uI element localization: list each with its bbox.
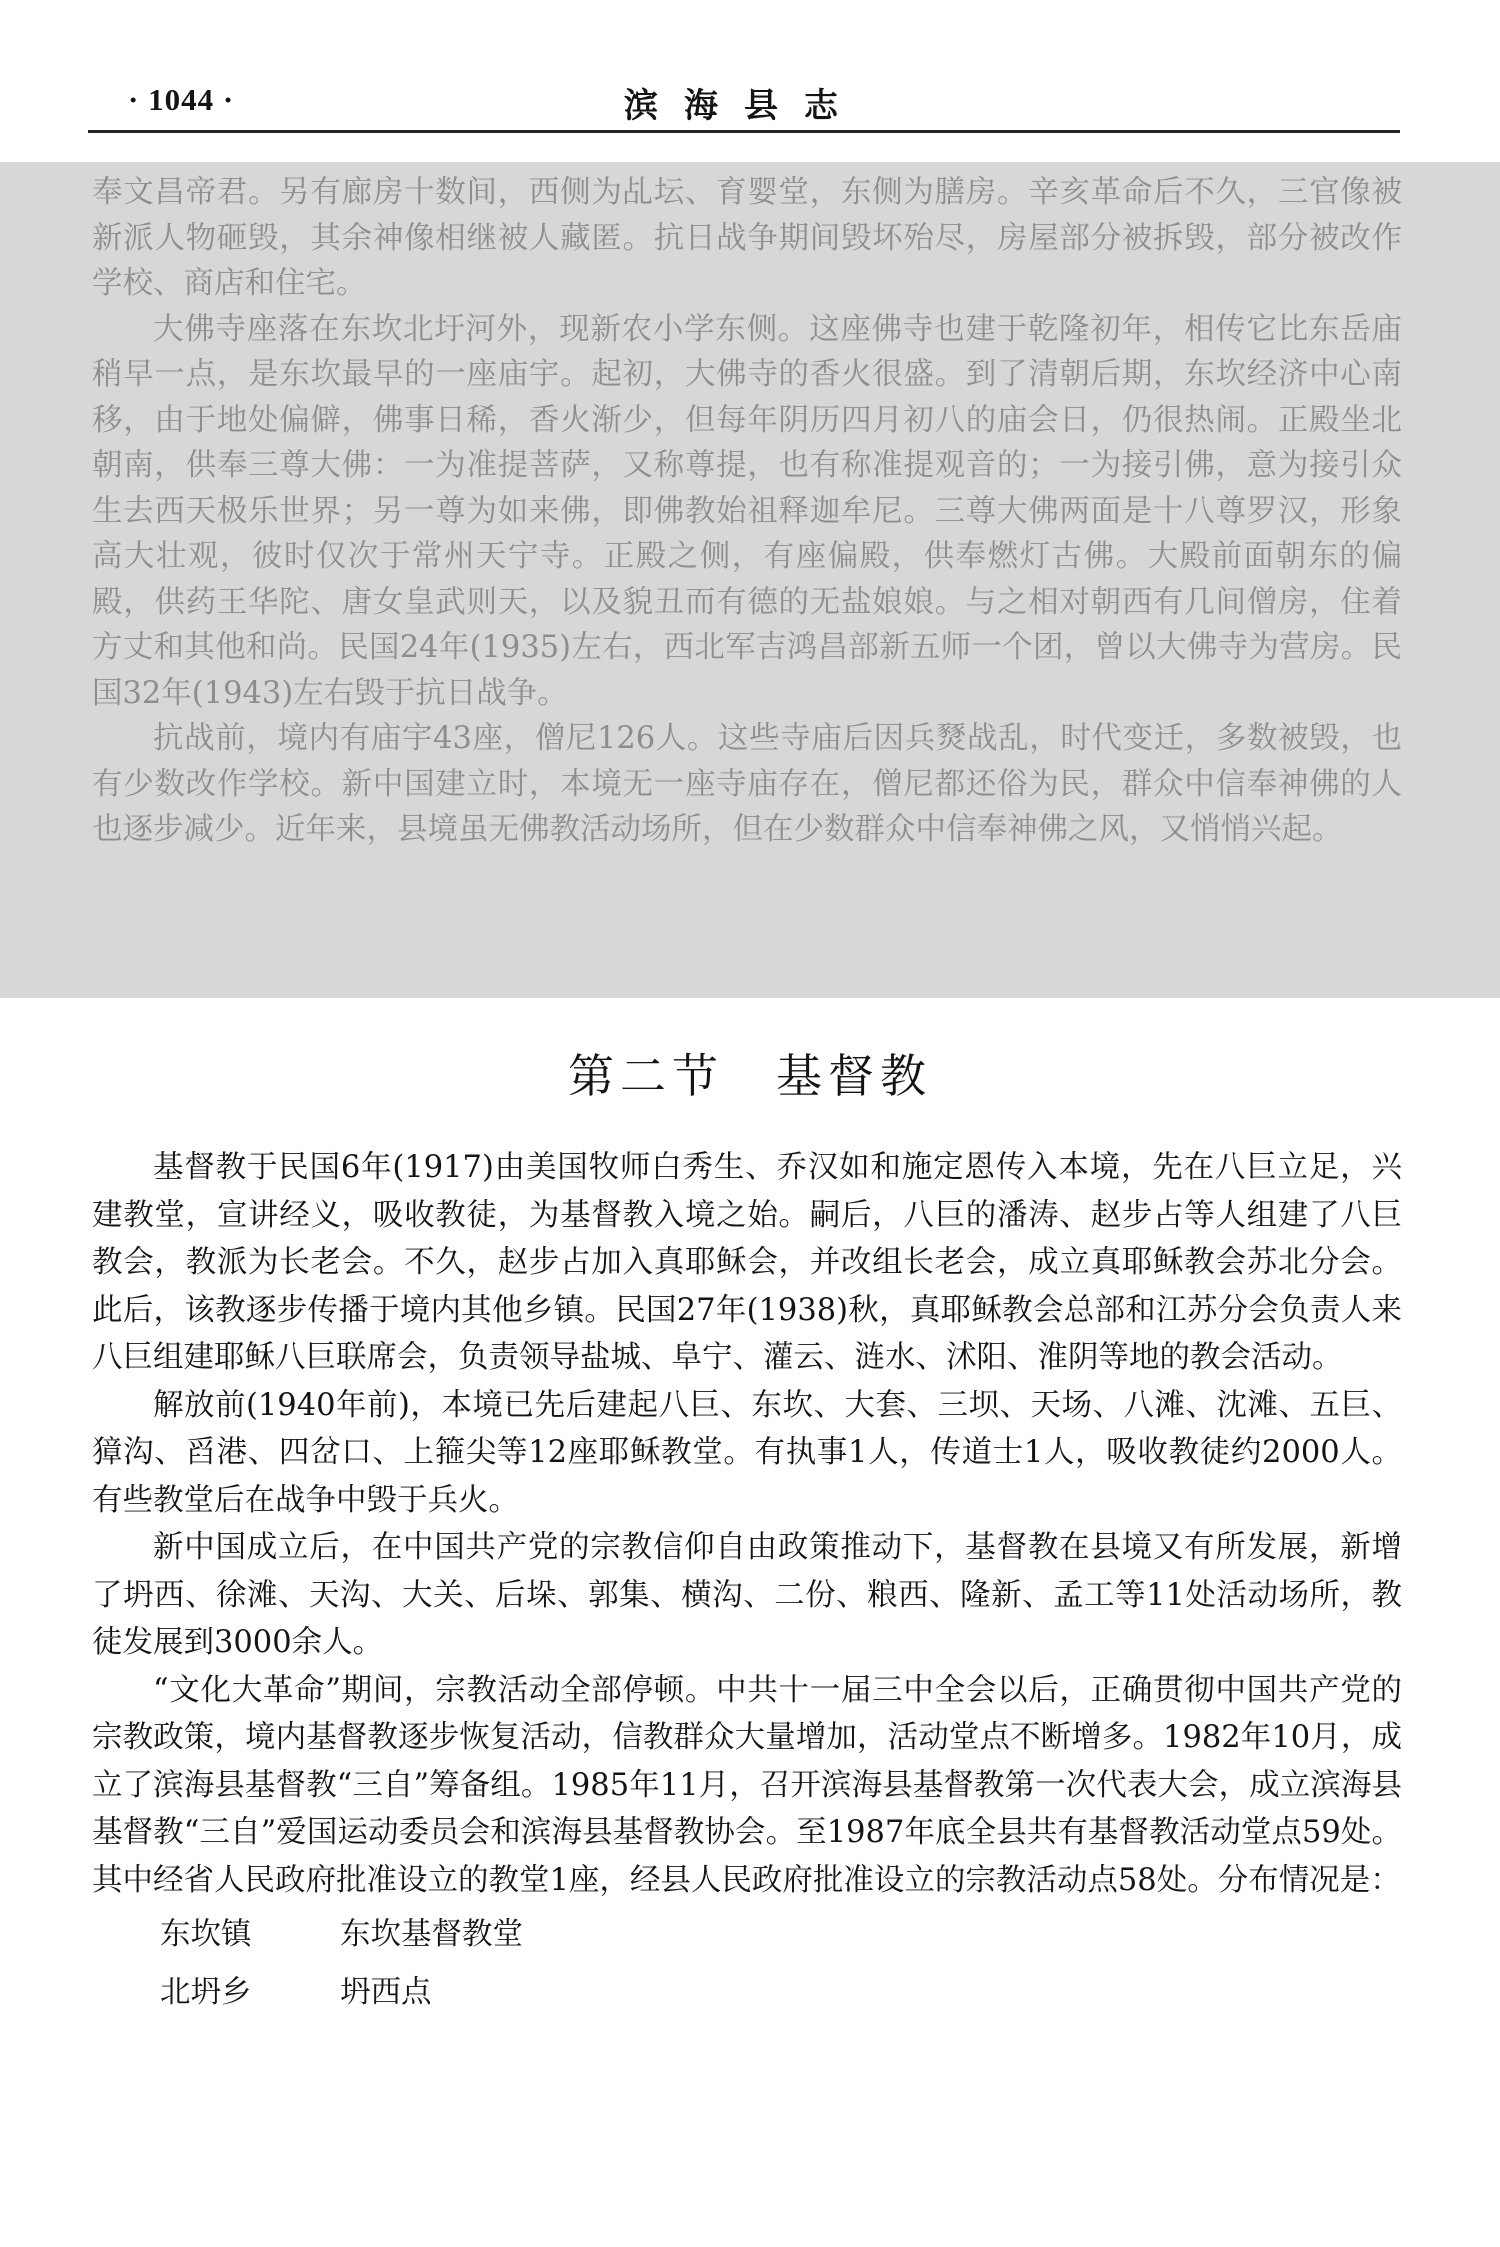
- town-name: 北坍乡: [160, 1975, 252, 2011]
- paragraph: 奉文昌帝君。另有廊房十数间，西侧为乩坛、育婴堂，东侧为膳房。辛亥革命后不久，三官像被新派人物砸毁，其余神像相继被人藏匿。抗日战争期间毁坏殆尽，房屋部分被拆毁，部分被改作学校、商店和住宅。: [92, 175, 1402, 301]
- site-name: 东坎基督教堂: [340, 1917, 523, 1953]
- paragraph: 大佛寺座落在东坎北圩河外，现新农小学东侧。这座佛寺也建于乾隆初年，相传它比东岳庙稍早一点，是东坎最早的一座庙宇。起初，大佛寺的香火很盛。到了清朝后期，东坎经济中心南移，由于地处偏僻，佛事日稀，香火渐少，但每年阴历四月初八的庙会日，仍很热闹。正殿坐北朝南，供奉三尊大佛：一为准提菩萨，又称尊提，也有称准提观音的；一为接引佛，意为接引众生去西天极乐世界；另一尊为如来佛，即佛教始祖释迦牟尼。三尊大佛两面是十八尊罗汉，形象高大壮观，彼时仅次于常州天宁寺。正殿之侧，有座偏殿，供奉燃灯古佛。大殿前面朝东的偏殿，供药王华陀、唐女皇武则天，以及貌丑而有德的无盐娘娘。与之相对朝西有几间僧房，住着方丈和其他和尚。民国24年(1935)左右，西北军吉鸿昌部新五师一个团，曾以大佛寺为营房。民国32年(1943)左右毁于抗日战争。: [92, 311, 1402, 711]
- book-title: 滨海县志: [624, 86, 864, 126]
- paragraph: 基督教于民国6年(1917)由美国牧师白秀生、乔汉如和施定恩传入本境，先在八巨立足，兴建教堂，宣讲经义，吸收教徒，为基督教入境之始。嗣后，八巨的潘涛、赵步占等人组建了八巨教会，教派为长老会。不久，赵步占加入真耶稣会，并改组长老会，成立真耶稣教会苏北分会。此后，该教逐步传播于境内其他乡镇。民国27年(1938)秋，真耶稣教会总部和江苏分会负责人来八巨组建耶稣八巨联席会，负责领导盐城、阜宁、灌云、涟水、沭阳、淮阴等地的教会活动。: [92, 1150, 1402, 1375]
- paragraph: 解放前(1940年前)，本境已先后建起八巨、东坎、大套、三坝、天场、八滩、沈滩、五巨、獐沟、舀港、四岔口、上箍尖等12座耶稣教堂。有执事1人，传道士1人，吸收教徒约2000人。有些教堂后在战争中毁于兵火。: [92, 1387, 1402, 1518]
- paragraph: “文化大革命”期间，宗教活动全部停顿。中共十一届三中全会以后，正确贯彻中国共产党的宗教政策，境内基督教逐步恢复活动，信教群众大量增加，活动堂点不断增多。1982年10月，成立了滨海县基督教“三自”筹备组。1985年11月，召开滨海县基督教第一次代表大会，成立滨海县基督教“三自”爱国运动委员会和滨海县基督教协会。至1987年底全县共有基督教活动堂点59处。其中经省人民政府批准设立的教堂1座，经县人民政府批准设立的宗教活动点58处。分布情况是：: [92, 1672, 1402, 1898]
- list-item: [92, 1906, 1402, 1964]
- paragraph: 新中国成立后，在中国共产党的宗教信仰自由政策推动下，基督教在县境又有所发展，新增了坍西、徐滩、天沟、大关、后垛、郭集、横沟、二份、粮西、隆新、孟工等11处活动场所，教徒发展到3000余人。: [92, 1530, 1402, 1660]
- section-title: 第二节 基督教: [568, 1049, 932, 1103]
- page-number: · 1044 ·: [128, 82, 235, 117]
- town-name: 东坎镇: [160, 1917, 252, 1953]
- section-body: [92, 1144, 1402, 2022]
- previous-section-text: [92, 170, 1402, 853]
- running-header: [88, 70, 1400, 132]
- distribution-list: [92, 1906, 1402, 2022]
- header-rule: [88, 130, 1400, 133]
- paragraph: 抗战前，境内有庙宇43座，僧尼126人。这些寺庙后因兵燹战乱，时代变迁，多数被毁，也有少数改作学校。新中国建立时，本境无一座寺庙存在，僧尼都还俗为民，群众中信奉神佛的人也逐步减少。近年来，县境虽无佛教活动场所，但在少数群众中信奉神佛之风，又悄悄兴起。: [92, 721, 1402, 847]
- site-name: 坍西点: [340, 1975, 432, 2011]
- list-item: [92, 1964, 1402, 2022]
